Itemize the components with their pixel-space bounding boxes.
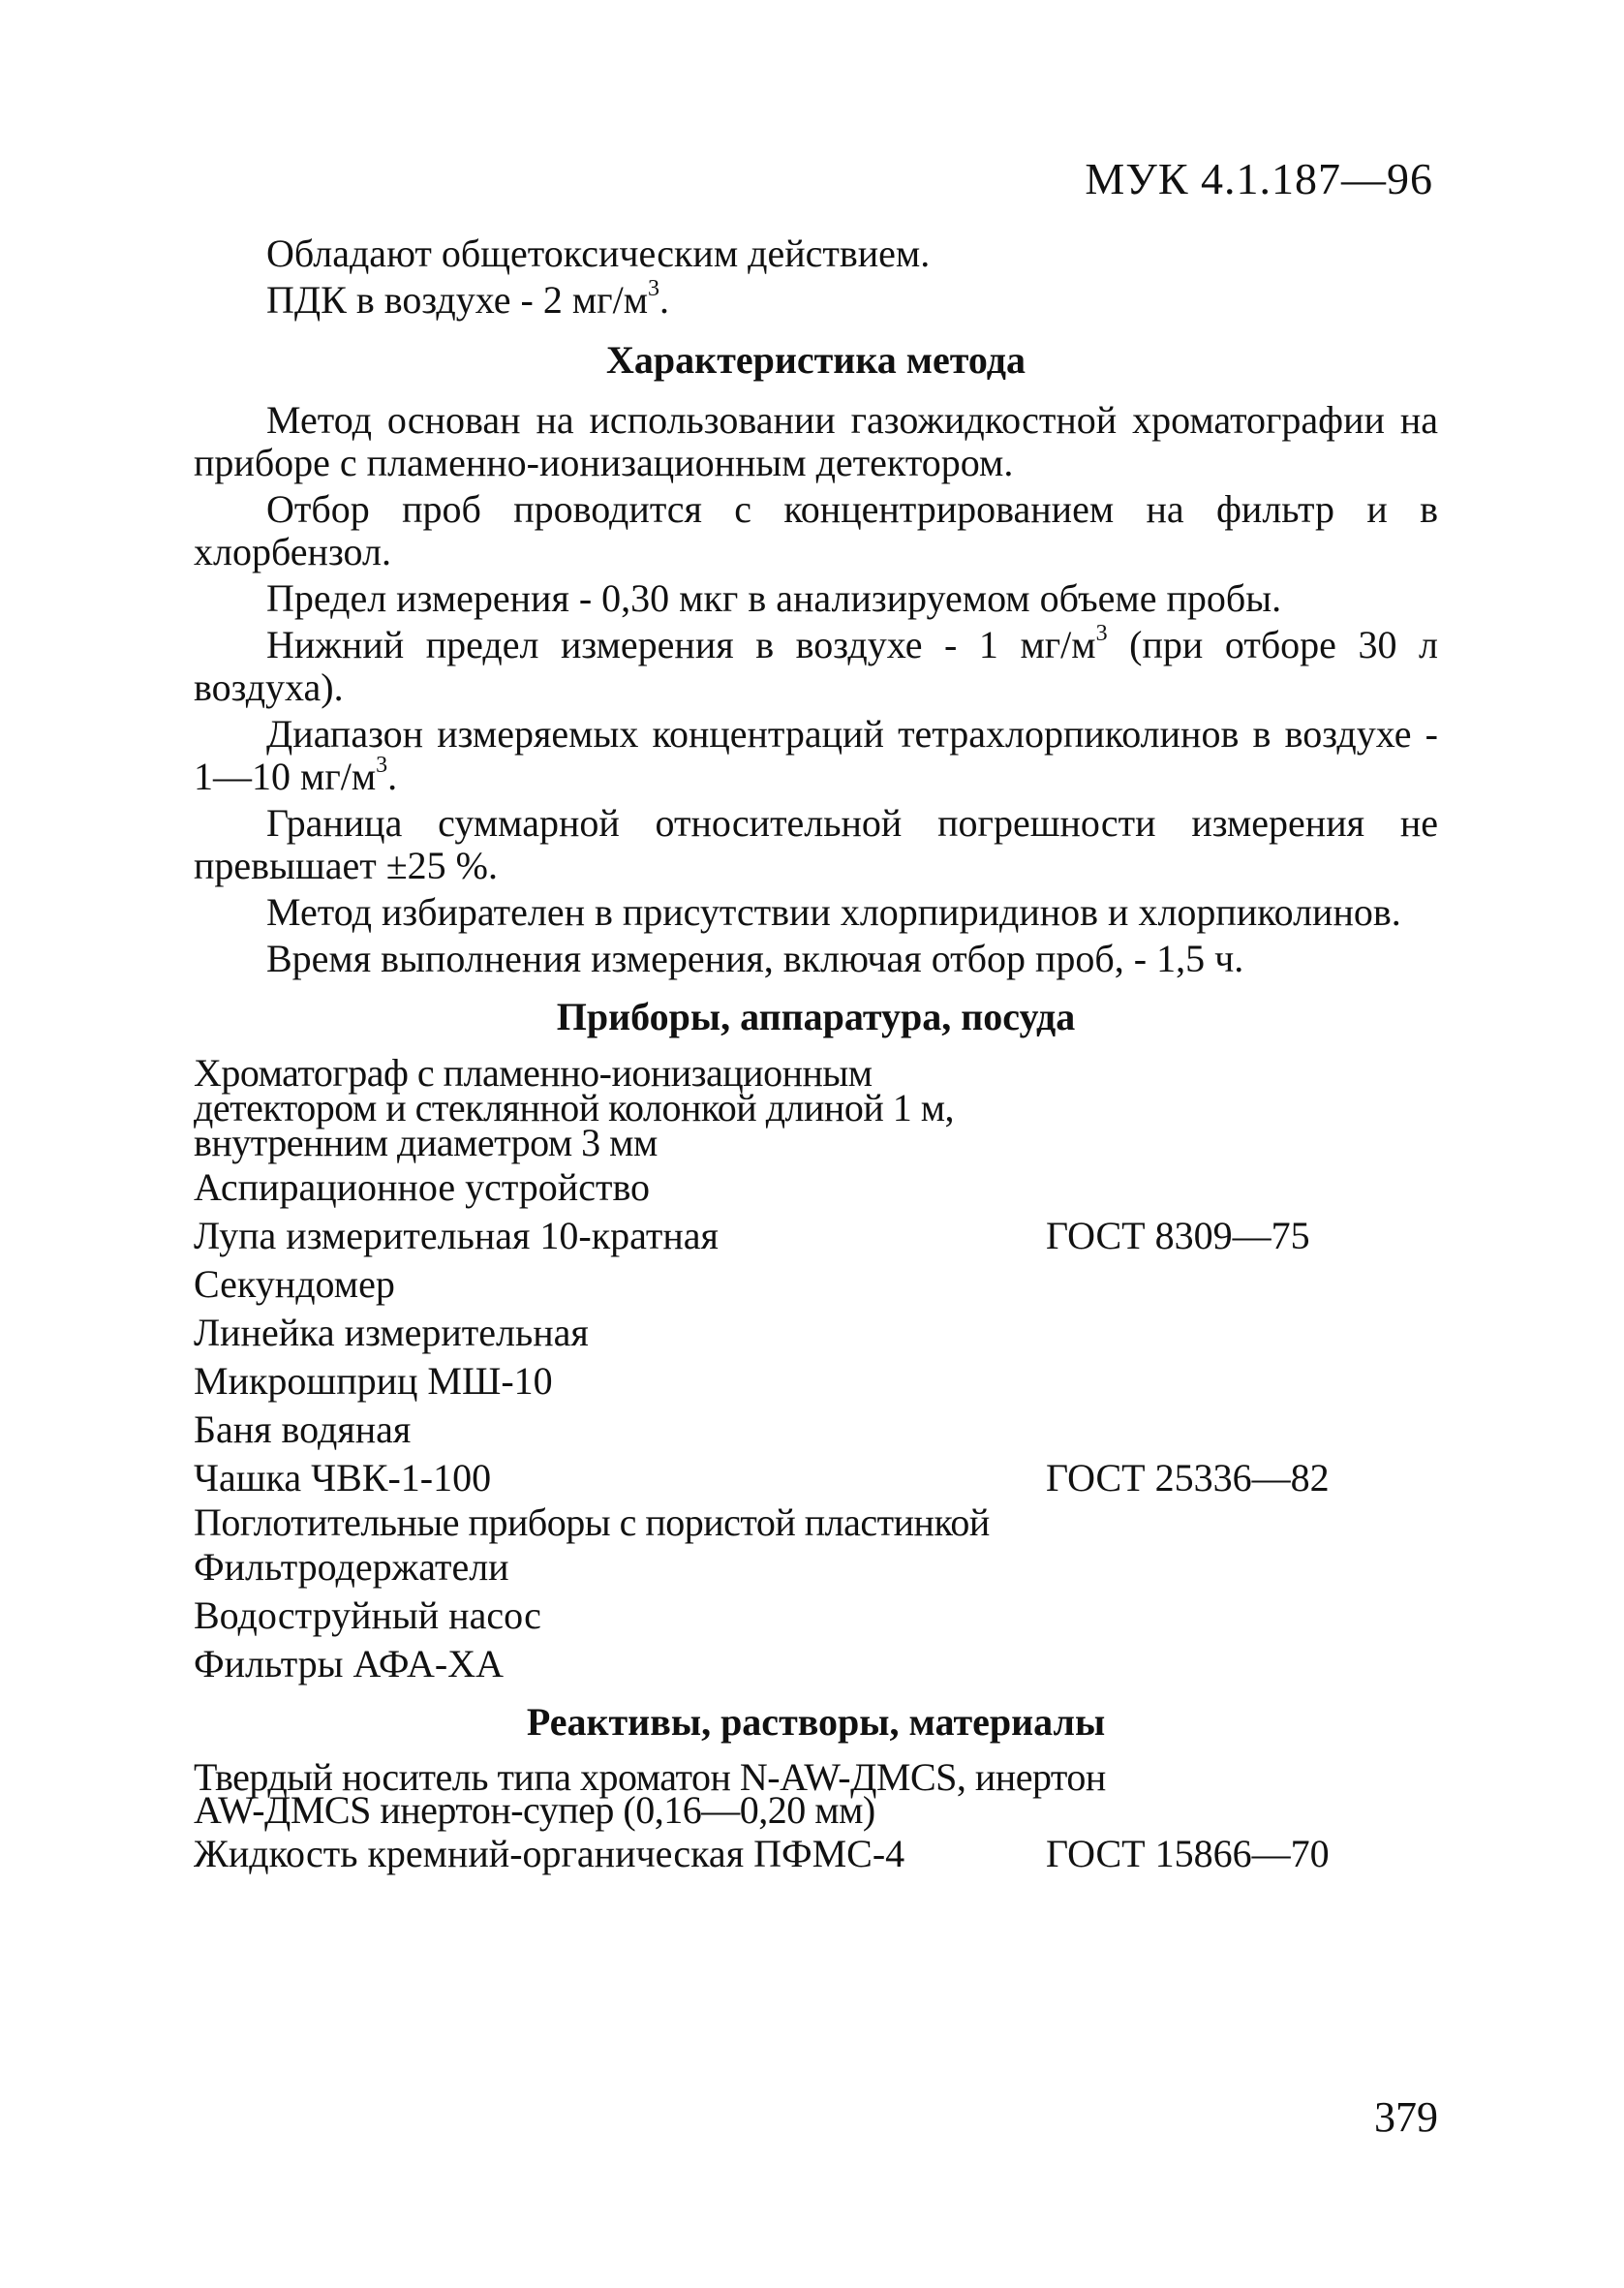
equipment-name: Секундомер bbox=[194, 1262, 395, 1306]
equipment-gost: ГОСТ 25336—82 bbox=[1046, 1456, 1330, 1500]
equipment-row bbox=[194, 1500, 1438, 1544]
method-paragraph-4-suffix: (при отборе 30 л воздуха). bbox=[194, 623, 1439, 709]
method-paragraph-2: Отбор проб проводится с концентрированием на фильтр и в хлорбензол. bbox=[194, 487, 1438, 573]
equipment-name: Водоструйный насос bbox=[194, 1593, 541, 1637]
method-paragraph-5-suffix: . bbox=[387, 755, 398, 798]
equipment-row bbox=[194, 1457, 1438, 1500]
equipment-name: Микрошприц МШ-10 bbox=[194, 1359, 553, 1403]
equipment-row bbox=[194, 1312, 1438, 1354]
equipment-row bbox=[194, 1408, 1438, 1451]
method-paragraph-4-text: Нижний предел измерения в воздухе - 1 мг/м bbox=[266, 623, 1096, 666]
reagent-row bbox=[194, 1755, 1438, 1832]
reagents-heading: Реактивы, растворы, материалы bbox=[526, 1700, 1106, 1744]
equipment-row bbox=[194, 1643, 1438, 1685]
equipment-name: Хроматограф с пламенно-ионизационным детектором и стеклянной колонкой длиной 1 м, внутренним диаметром 3 мм bbox=[194, 1051, 955, 1164]
method-paragraph-4-sup: 3 bbox=[1095, 621, 1108, 646]
intro-line-2-sup: 3 bbox=[648, 276, 660, 301]
equipment-row bbox=[194, 1546, 1438, 1589]
document-code: МУК 4.1.187—96 bbox=[1085, 154, 1433, 203]
page-content bbox=[194, 232, 1438, 1881]
method-paragraph-5-sup: 3 bbox=[376, 753, 388, 778]
method-heading: Характеристика метода bbox=[606, 338, 1026, 382]
equipment-heading: Приборы, аппаратура, посуда bbox=[556, 995, 1076, 1038]
equipment-name: Фильтродержатели bbox=[194, 1545, 509, 1589]
method-paragraph-5 bbox=[194, 713, 1438, 798]
method-paragraph-3: Предел измерения - 0,30 мкг в анализируемом объеме пробы. bbox=[266, 576, 1282, 620]
intro-line-2-text: ПДК в воздухе - 2 мг/м bbox=[266, 278, 649, 322]
equipment-name: Поглотительные приборы с пористой пластинкой bbox=[194, 1500, 990, 1544]
method-paragraph-7: Метод избирателен в присутствии хлорпиридинов и хлорпиколинов. bbox=[266, 890, 1401, 934]
equipment-name: Чашка ЧВК-1-100 bbox=[194, 1456, 492, 1500]
equipment-row bbox=[194, 1051, 1438, 1164]
reagent-name: Жидкость кремний-органическая ПФМС-4 bbox=[194, 1832, 905, 1875]
equipment-name: Аспирационное устройство bbox=[194, 1165, 651, 1209]
equipment-name: Баня водяная bbox=[194, 1407, 412, 1451]
method-paragraph-5-text: Диапазон измеряемых концентраций тетрахлорпиколинов в воздухе - 1—10 мг/м bbox=[194, 712, 1438, 798]
intro-line-2 bbox=[194, 276, 1438, 322]
equipment-list bbox=[194, 1051, 1438, 1685]
equipment-row bbox=[194, 1215, 1438, 1257]
reagents-list bbox=[194, 1755, 1438, 1875]
reagent-row bbox=[194, 1833, 1438, 1875]
equipment-row bbox=[194, 1360, 1438, 1403]
equipment-row bbox=[194, 1263, 1438, 1306]
equipment-row bbox=[194, 1594, 1438, 1637]
equipment-gost: ГОСТ 8309—75 bbox=[1046, 1214, 1310, 1257]
intro-line-1 bbox=[194, 232, 1438, 275]
equipment-name: Фильтры АФА-ХА bbox=[194, 1642, 504, 1685]
method-paragraph-6: Граница суммарной относительной погрешности измерения не превышает ±25 %. bbox=[194, 801, 1438, 887]
method-paragraph-8: Время выполнения измерения, включая отбор проб, - 1,5 ч. bbox=[266, 937, 1244, 980]
intro-line-2-suffix: . bbox=[659, 278, 670, 322]
equipment-name: Лупа измерительная 10-кратная bbox=[194, 1214, 719, 1257]
intro-line-1-text: Обладают общетоксическим действием. bbox=[266, 232, 931, 275]
equipment-row bbox=[194, 1166, 1438, 1209]
reagent-name: Твердый носитель типа хроматон N-AW-ДМCS, инертон AW-ДМCS инертон-супер (0,16—0,20 мм) bbox=[194, 1755, 1106, 1832]
method-paragraph-4 bbox=[194, 621, 1439, 709]
equipment-name: Линейка измерительная bbox=[194, 1311, 589, 1354]
reagent-gost: ГОСТ 15866—70 bbox=[1046, 1832, 1330, 1875]
page-number: 379 bbox=[1374, 2093, 1438, 2141]
method-paragraph-1: Метод основан на использовании газожидкостной хроматографии на приборе с пламенно-ионизационным детектором. bbox=[194, 398, 1438, 484]
